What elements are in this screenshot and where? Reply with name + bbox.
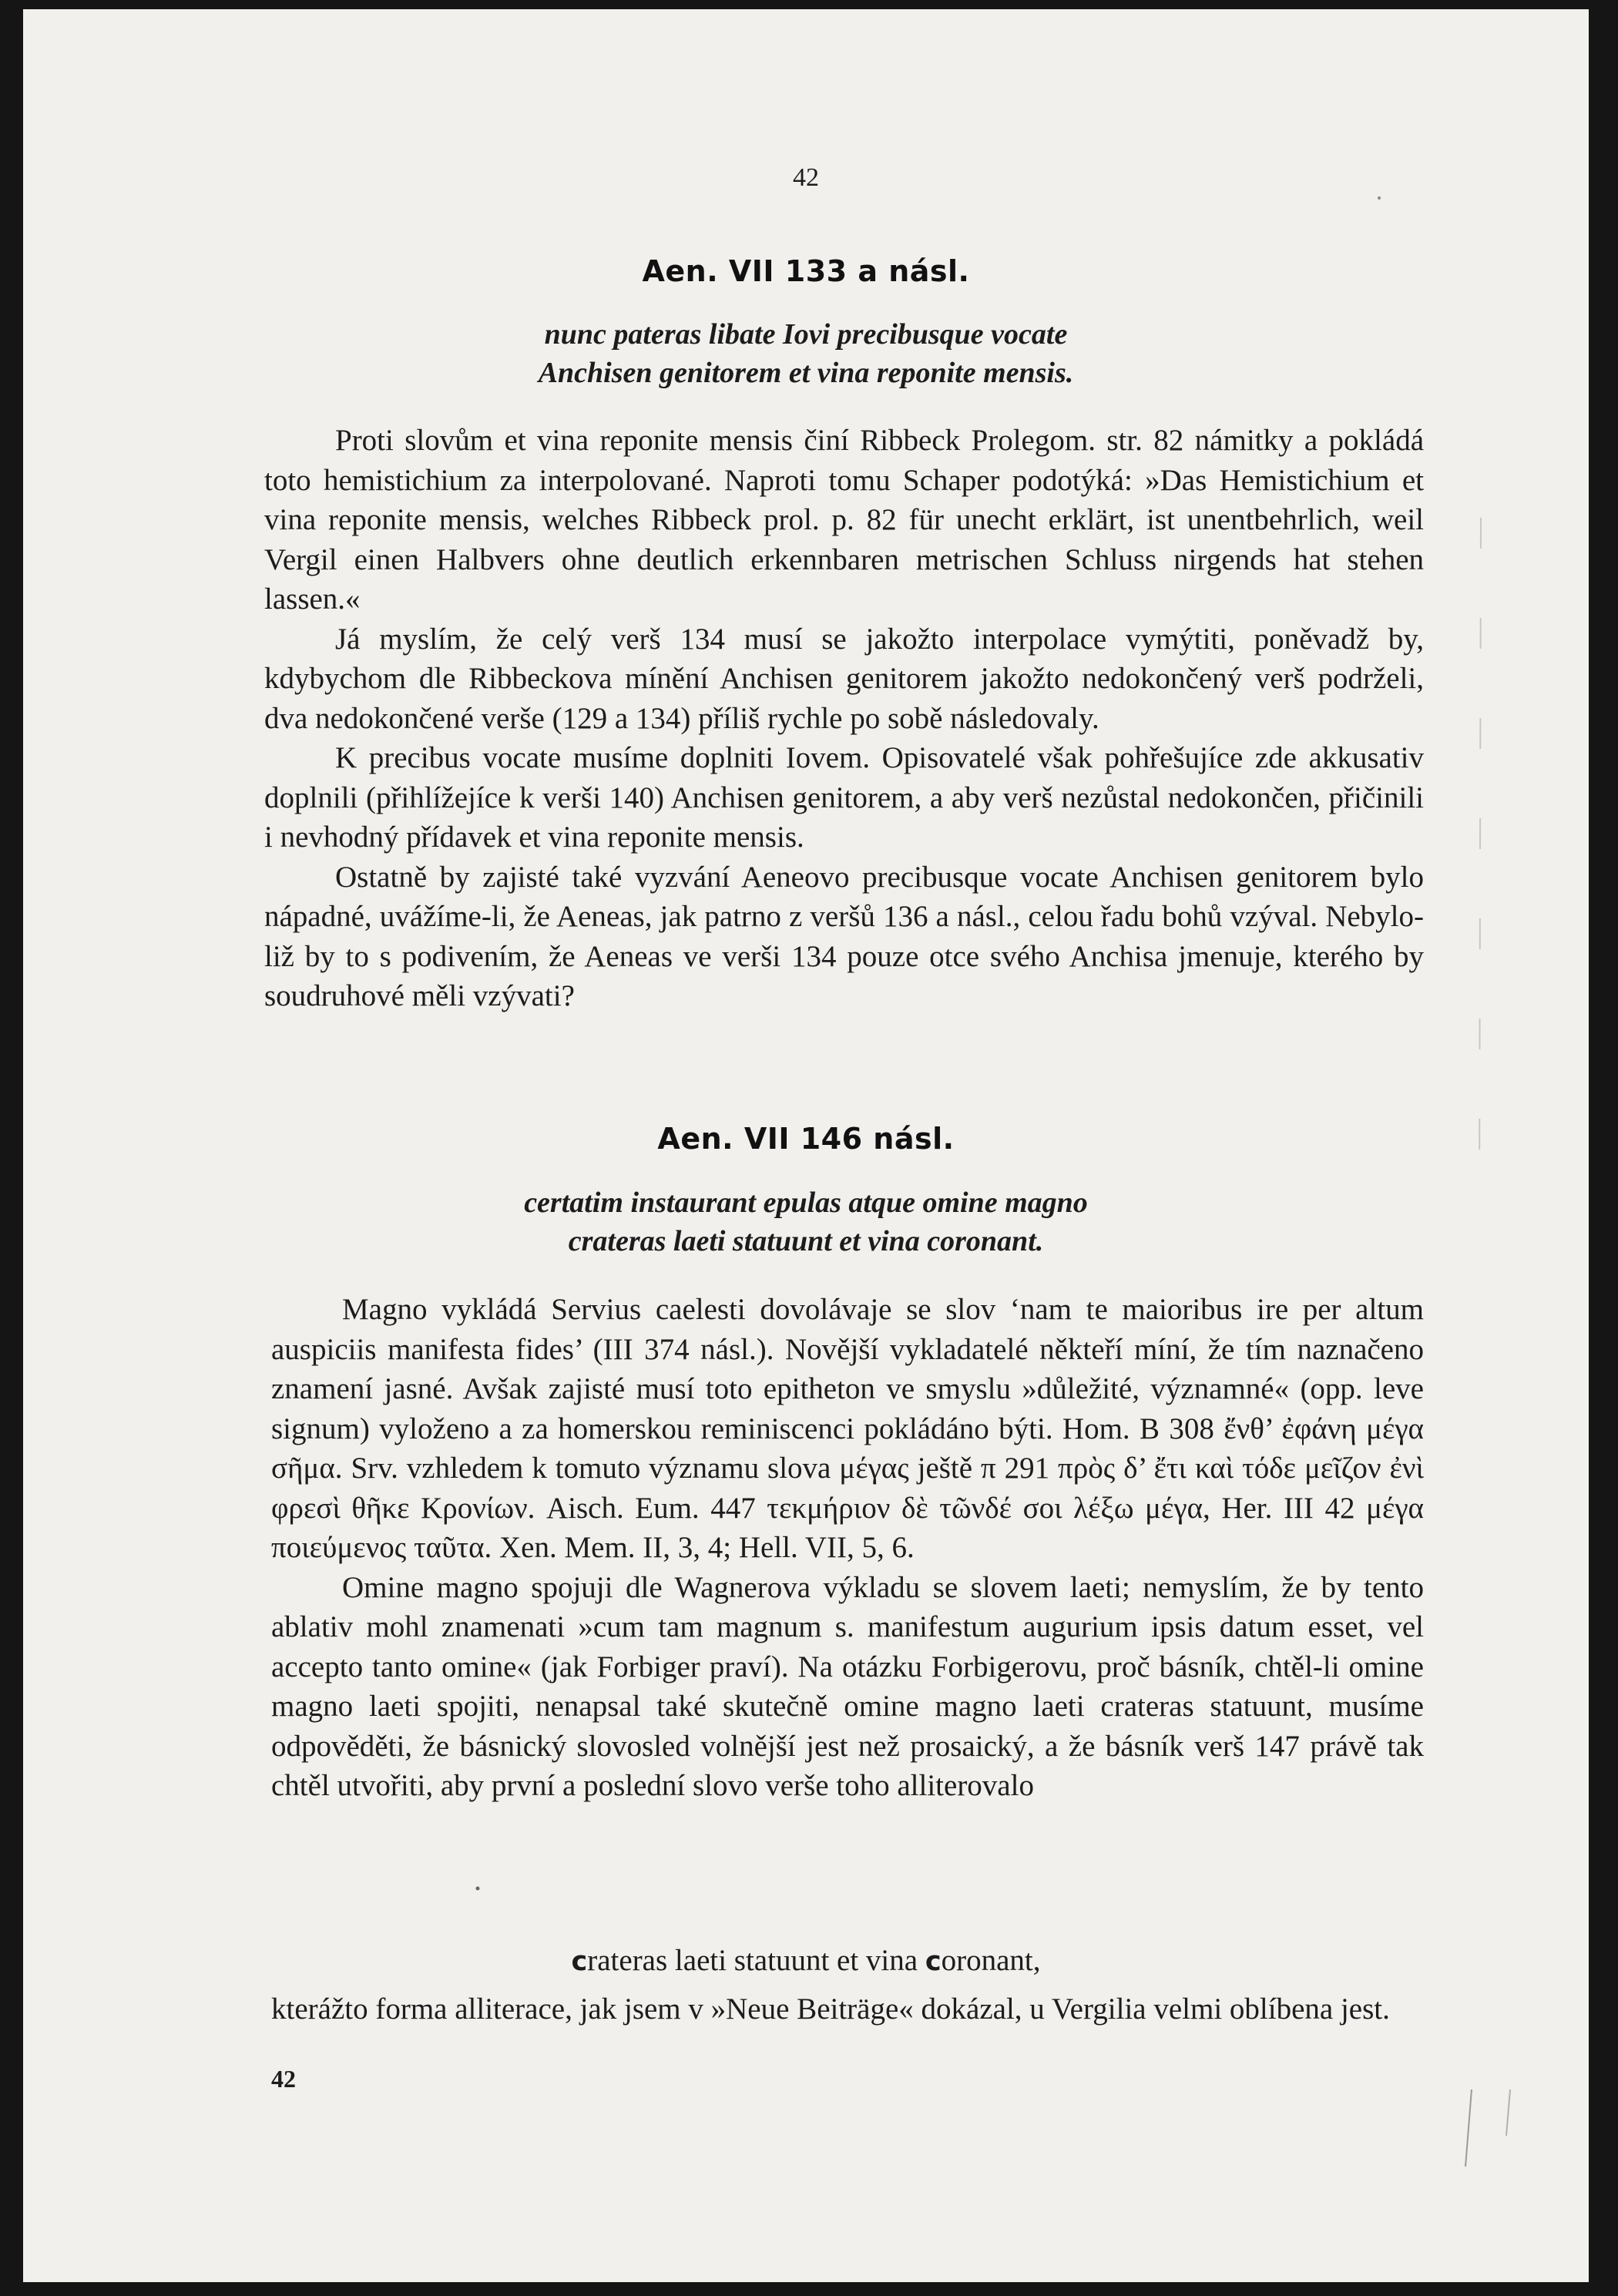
paragraph: Magno vykládá Servius caelesti dovolávaje se slov ‘nam te maioribus ire per altum auspiciis manifesta fides’ (III 374 násl.). Novější vykladatelé někteří míní, že tím naznačeno znamení jasné. Avšak zajisté musí toto epitheton ve smyslu »důležité, významné« (opp. leve signum) vyloženo a za homerskou reminiscenci pokládáno býti. Hom. B 308 ἔνθ’ ἐφάνη μέγα σῆμα. Srv. vzhledem k tomuto významu slova μέγας ještě π 291 πρὸς δ’ ἔτι καὶ τόδε μεῖζον ἐνὶ φρεσὶ θῆκε Κρονίων. Aisch. Eum. 447 τεκμήριον δὲ τῶνδέ σοι λέξω μέγα, Her. III 42 μέγα ποιεύμενος ταῦτα. Xen. Mem. II, 3, 4; Hell. VII, 5, 6. (271, 1293, 1424, 1564)
verse-line: nunc pateras libate Iovi precibusque vocate (544, 318, 1068, 351)
page-number: 42 (793, 163, 819, 192)
section-heading-2: Aen. VII 146 násl. (657, 1122, 955, 1156)
verse-line: Anchisen genitorem et vina reponite mensis. (538, 357, 1074, 389)
paragraph: Já myslím, že celý verš 134 musí se jakožto interpolace vymýtiti, poněvadž by, kdybychom dle Ribbeckova mínění Anchisen genitorem jakožto nedokončený verš podrželi, dva nedokončené verše (129 a 134) příliš rychle po sobě následovaly. (264, 622, 1424, 735)
verse-line: certatim instaurant epulas atque omine magno (524, 1187, 1088, 1219)
verse-text: oronant, (941, 1944, 1041, 1977)
paragraph: kterážto forma alliterace, jak jsem v »Neue Beiträge« dokázal, u Vergilia velmi oblíbena jest. (271, 1992, 1390, 2026)
scan-artifacts (23, 9, 1589, 2282)
section-heading-1: Aen. VII 133 a násl. (642, 254, 970, 288)
footer-page-number: 42 (271, 2065, 296, 2093)
paragraph: K precibus vocate musíme doplniti Iovem. Opisovatelé však pohřešujíce zde akkusativ doplnili (přihlížejíce k verši 140) Anchisen genitorem, a aby verš nezůstal nedokončen, přičinili i nevhodný přídavek et vina reponite mensis. (264, 741, 1424, 854)
alliteration-initial: c (571, 1946, 588, 1977)
scanned-page (23, 9, 1589, 2282)
paragraph: Ostatně by zajisté také vyzvání Aeneovo precibusque vocate Anchisen genitorem bylo nápadné, uvážíme-li, že Aeneas, jak patrno z veršů 136 a násl., celou řadu bohů vzýval. Nebylo-liž by to s podivením, že Aeneas ve verši 134 pouze otce svého Anchisa jmenuje, kterého by soudruhové měli vzývati? (264, 860, 1424, 1012)
verse-text: rateras laeti statuunt et vina (587, 1944, 925, 1977)
paragraph: Omine magno spojuji dle Wagnerova výkladu se slovem laeti; nemyslím, že by tento ablativ mohl znamenati »cum tam magnum s. manifestum augurium ipsis datum esset, vel accepto tanto omine« (jak Forbiger praví). Na otázku Forbigerovu, proč básník, chtěl-li omine magno laeti spojiti, nenapsal také skutečně omine magno laeti crateras statuunt, musíme odpověděti, že básnický slovosled volnější jest než prosaický, a že básník verš 147 právě tak chtěl utvořiti, aby první a poslední slovo verše toho alliterovalo (271, 1570, 1424, 1802)
alliteration-initial: c (925, 1946, 942, 1977)
paragraph: Proti slovům et vina reponite mensis činí Ribbeck Prolegom. str. 82 námitky a pokládá toto hemistichium za interpolované. Naproti tomu Schaper podotýká: »Das Hemistichium et vina reponite mensis, welches Ribbeck prol. p. 82 für unecht erklärt, ist unentbehrlich, weil Vergil einen Halbvers ohne deutlich erkennbaren metrischen Schluss nirgends hat stehen lassen.« (264, 424, 1424, 616)
verse-line: crateras laeti statuunt et vina coronant. (568, 1225, 1044, 1257)
